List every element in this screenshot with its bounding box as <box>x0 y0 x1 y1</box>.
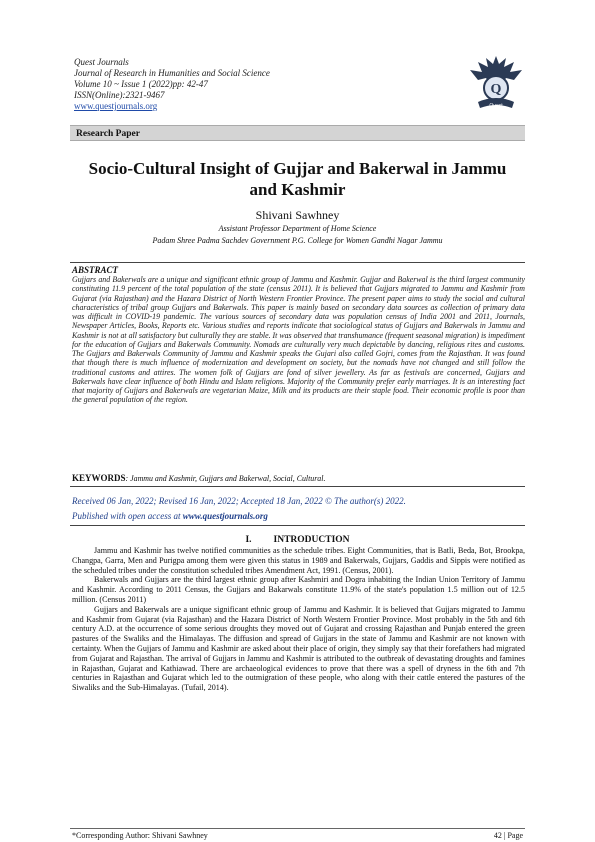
keywords-list: : Jammu and Kashmir, Gujjars and Bakerwal, Social, Cultural. <box>125 474 326 483</box>
introduction-body <box>72 546 525 693</box>
abstract-top-rule <box>70 262 525 263</box>
journal-volume: Volume 10 ~ Issue 1 (2022)pp: 42-47 <box>74 79 208 89</box>
author-name: Shivani Sawhney <box>255 208 340 222</box>
body-paragraph: Gujjars and Bakerwals are a unique significant ethnic group of Jammu and Kashmir. It is believed that Gujjars migrated to Jammu and Kashmir from Gujarat (via Rajasthan) and the Hazara District of North Western Frontier Province. Most probably in the 5th and 6th century A.D. at the occurrence of some serious droughts they moved out of Gujarat and crossing Rajasthan and Punjab entered the green pastures of the Swaliks and the Himalayas. The diffusion and spread of Gujjars in the state of Jammu and Kashmir are not known with certainty. When the Gujjars of Jammu and Kashmir are asked about their place of origin, they simply say that their forefathers had migrated from Gujarat and Rajasthan. The arrival of Gujjars in Jammu and Kashmir is attributed to the outbreak of devastating droughts and famines in Rajasthan, Gujarat and Kathiawad. There are archaeological evidences to prove that there was a spell of dryness in the 6th and 7th centuries in Rajasthan and Gujarat which led to the outmigration of these people, who along with their cattle entered the pastures of the Siwaliks and the Sub-Himalayas. (Tufail, 2014). <box>72 604 525 693</box>
svg-text:Quest: Quest <box>489 103 503 109</box>
paper-title <box>70 158 525 200</box>
dates-bottom-rule <box>70 525 525 526</box>
open-access-note <box>72 511 525 522</box>
svg-text:Q: Q <box>490 82 502 97</box>
keywords-label: KEYWORDS <box>72 473 126 483</box>
journal-info <box>74 57 434 112</box>
journal-name: Quest Journals <box>74 57 129 67</box>
paper-type-bar: Research Paper <box>70 125 525 141</box>
journal-website-link[interactable]: www.questjournals.org <box>74 101 158 111</box>
author-position: Assistant Professor Department of Home Science <box>218 224 377 233</box>
body-paragraph: Bakerwals and Gujjars are the third largest ethnic group after Kashmiri and Dogra inhabiting the Indian Union Territory of Jammu and Kashmir. According to 2011 Census, the Gujjars and Bakarwals constitute 11.9% of the state's population 1.5 million out of 12.5 million. (Census 2011) <box>72 575 525 604</box>
keywords <box>72 473 525 484</box>
section-title: INTRODUCTION <box>273 535 350 545</box>
section-heading-introduction <box>70 534 525 546</box>
journal-issn: ISSN(Online):2321-9467 <box>74 90 165 100</box>
title-line: and Kashmir <box>249 180 346 199</box>
corresponding-author: *Corresponding Author: Shivani Sawhney <box>72 831 208 840</box>
open-access-site-link[interactable]: www.questjournals.org <box>182 511 268 521</box>
abstract-heading: ABSTRACT <box>72 265 119 275</box>
section-number: I. <box>245 535 252 545</box>
eagle-emblem-icon <box>466 50 526 116</box>
publication-dates: Received 06 Jan, 2022; Revised 16 Jan, 2022; Accepted 18 Jan, 2022 © The author(s) 2022. <box>72 496 406 506</box>
abstract-text: Gujjars and Bakerwals are a unique and significant ethnic group of Jammu and Kashmir. Gujjar and Bakerwal is the third largest community constituting 11.9 percent of the total population of the state (census 2011). It is believed that Gujjars migrated to Jammu and Kashmir from Gujarat (via Rajasthan) and the Hazara District of North Western Frontier Province. The present paper aims to study the social and cultural characteristics of tribal group Gujjars and Bakerwals. This paper is mainly based on secondary data sources as collection of primary data was difficult in COVID-19 pandemic. The various sources of secondary data was population census of India 2001 and 2011, Journals, Newspaper Articles, Books, Reports etc. Various studies and reports indicate that sociological status of Gujjars and Bakerwals in Jammu and Kashmir is not at all satisfactory but culturally they are stable. It was observed that transhumance (frequent seasonal migration) is impediment for the education of Gujjars and Bakerwals Community. Nomads are culturally very much depictable by dancing, religious rites and customs. The Gujjars and Bakerwals Community of Jammu and Kashmir speaks the Gujari also called Gojri, comes from the Rajasthan. It was found that though there is much influence of modernization and development on society, but the nomads have not changed and still follow the traditional customs and attires. The women folk of Gujjars are fond of silver jewellery. As far as festivals are concerned, Gujjars and Bakerwals have clear influence of both Hindu and Islam religions. Majority of the Community prefer early marriages. It is an interesting fact that majority of Gujjars and Bakerwals are vegetarian Maize, Milk and its products are their staple food. Their economic profile is poor than the general population of the region. <box>72 275 525 405</box>
open-access-prefix: Published with open access at <box>72 511 183 521</box>
author-institution: Padam Shree Padma Sachdev Government P.G. College for Women Gandhi Nagar Jammu <box>152 236 443 245</box>
body-paragraph: Jammu and Kashmir has twelve notified communities as the schedule tribes. Eight Communities, that is Batli, Beda, Bot, Brookpa, Changpa, Garra, Men and Purigpa among them were given this status in 1989 and Bakerwals, Gujjars, Gaddis and Sippis were notified as the scheduled tribes under the constitution scheduled tribes Amendment Act, 1991. (Census, 2001). <box>72 546 525 575</box>
footer-rule <box>70 828 525 829</box>
title-line: Socio-Cultural Insight of Gujjar and Bakerwal in Jammu <box>88 159 507 178</box>
journal-full-title: Journal of Research in Humanities and Social Science <box>74 68 270 78</box>
page-number: 42 | Page <box>493 831 523 840</box>
abstract-bottom-rule <box>70 486 525 487</box>
quest-logo <box>466 50 526 116</box>
